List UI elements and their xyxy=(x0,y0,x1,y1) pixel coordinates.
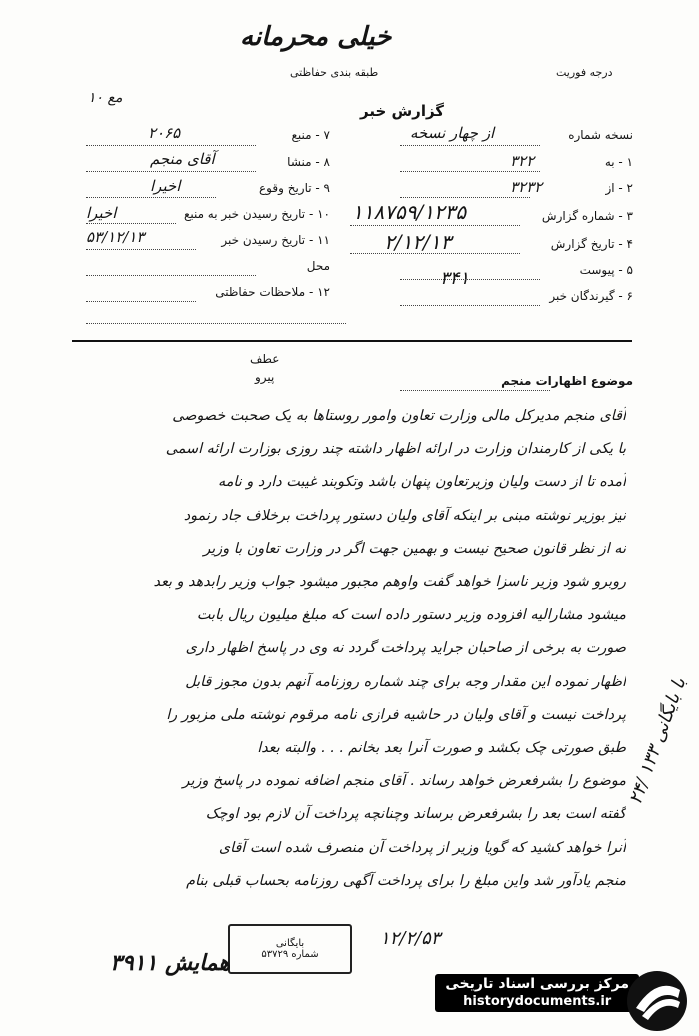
reference-peyro: پیرو xyxy=(255,370,275,384)
body-line: گفته است بعد را بشرفعرض برساند وچنانچه پرداخت آن لازم بود اوچک xyxy=(205,806,626,823)
body-line: پرداخت نیست و آقای ولیان در حاشیه فرازی نامه مرقوم نوشته ملی مزبور را xyxy=(166,706,626,723)
field-label: ۵ - پیوست xyxy=(579,263,633,277)
field-label: محل xyxy=(306,259,330,273)
field-label: ۱۱ - تاریخ رسیدن خبر xyxy=(221,233,330,247)
field-value: اخیرا xyxy=(86,204,117,222)
watermark-text xyxy=(435,974,639,1012)
reference-atf: عطف xyxy=(250,352,280,366)
urgency-value: مع ۱۰ xyxy=(88,90,123,106)
body-line: نه از نظر قانون صحیح نیست و بهمین جهت اگر در وزارت تعاون با وزیر xyxy=(203,540,626,557)
field-label: ۱۰ - تاریخ رسیدن خبر به منبع xyxy=(183,207,330,221)
field-label: ۳ - شماره گزارش xyxy=(541,209,633,223)
report-title: گزارش خبر xyxy=(360,102,445,120)
field-value: آقای منجم xyxy=(150,150,215,168)
field-label: ۷ - منبع xyxy=(291,128,330,142)
body-line: میشود مشارالیه افزوده وزیر دستور داده است که مبلغ میلیون ریال بابت xyxy=(196,607,626,624)
archive-stamp xyxy=(228,924,352,974)
classification-heading: خیلی محرمانه xyxy=(240,22,392,52)
report-body xyxy=(78,400,626,898)
field-value: ۵۳/۱۲/۱۳ xyxy=(86,228,145,246)
body-line: با یکی از کارمندان وزارت در ارائه اظهار داشته چند روزی بوزارت ارائه اسمی xyxy=(165,441,626,458)
urgency-label: درجه فوریت xyxy=(556,66,613,79)
field-value: ۲۰۶۵ xyxy=(148,124,181,142)
watermark-fa: مرکز بررسی اسناد تاریخی xyxy=(445,976,629,992)
classification-label: طبقه بندی حفاظتی xyxy=(290,66,379,79)
field-label: ۱۲ - ملاحظات حفاظتی xyxy=(215,285,330,299)
field-label: ۹ - تاریخ وقوع xyxy=(259,181,330,195)
reference-block xyxy=(250,352,279,384)
field-value: ۳۲۳۲ xyxy=(510,178,543,196)
field-value: اخیرا xyxy=(150,177,181,195)
field-value: ۱۱۸۷۵۹/۱۲۳۵ xyxy=(352,200,467,224)
section-divider xyxy=(72,340,632,342)
body-line: صورت به برخی از صاحبان جراید پرداخت گردد نه وی در پاسخ اظهار داری xyxy=(185,640,626,657)
margin-annotation: ۲۴/ با بایگانی ۱۳۳ xyxy=(625,674,691,808)
body-line: روبرو شود وزیر ناسزا خواهد گفت واوهم مجبور میشود جواب وزیر رابدهد و بعد xyxy=(153,574,626,591)
body-line: طبق صورتی چک بکشد و صورت آنرا بعد بخانم . . . والبته بعدا xyxy=(257,740,626,757)
field-label: ۲ - از xyxy=(605,181,633,195)
body-line: نیز بوزیر نوشته مبنی بر اینکه آقای ولیان دستور پرداخت برخلاف جاد رنمود xyxy=(183,507,626,524)
body-line: موضوع را بشرفعرض خواهد رساند . آقای منجم اضافه نموده در پاسخ وزیر xyxy=(182,773,626,790)
field-label: ۶ - گیرندگان خبر xyxy=(549,289,633,303)
watermark-logo-icon xyxy=(622,968,692,1034)
body-line: آنرا خواهد کشید که گویا وزیر از پرداخت آن منصرف شده است آقای xyxy=(218,839,626,856)
body-line: آقای منجم مدیرکل مالی وزارت تعاون وامور روستاها به یک صحبت خصوصی xyxy=(172,408,626,424)
field-value: از چهار نسخه xyxy=(410,124,495,142)
handwritten-number: ۳۹۱۱ همایش xyxy=(110,950,231,976)
report-subject: موضوع اظهارات منجم xyxy=(501,374,633,388)
handwritten-date: ۱۲/۲/۵۳ xyxy=(380,928,441,949)
field-label: ۱ - به xyxy=(604,155,633,169)
field-value: ۲/۱۲/۱۳ xyxy=(384,230,452,254)
field-value: ۳۴۱ xyxy=(440,268,470,289)
body-line: منجم یادآور شد واین مبلغ را برای پرداخت آگهی روزنامه بحساب قبلی بنام xyxy=(186,872,626,889)
field-label: نسخه شماره xyxy=(568,128,633,142)
field-label: ۴ - تاریخ گزارش xyxy=(550,237,633,251)
field-label: ۸ - منشا xyxy=(287,155,330,169)
stamp-line: بایگانی xyxy=(275,938,305,949)
body-line: اظهار نموده این مقدار وجه برای چند شماره روزنامه آنهم بدون مجوز قابل xyxy=(185,673,626,690)
body-line: آمده تا از دست ولیان وزیرتعاون پنهان باشد وتکوبند غیبت دارد و نامه xyxy=(218,474,626,491)
stamp-line: شماره ۵۳۷۲۹ xyxy=(261,949,319,960)
watermark-en: historydocuments.ir xyxy=(463,994,612,1009)
field-value: ۳۲۲ xyxy=(510,152,535,170)
